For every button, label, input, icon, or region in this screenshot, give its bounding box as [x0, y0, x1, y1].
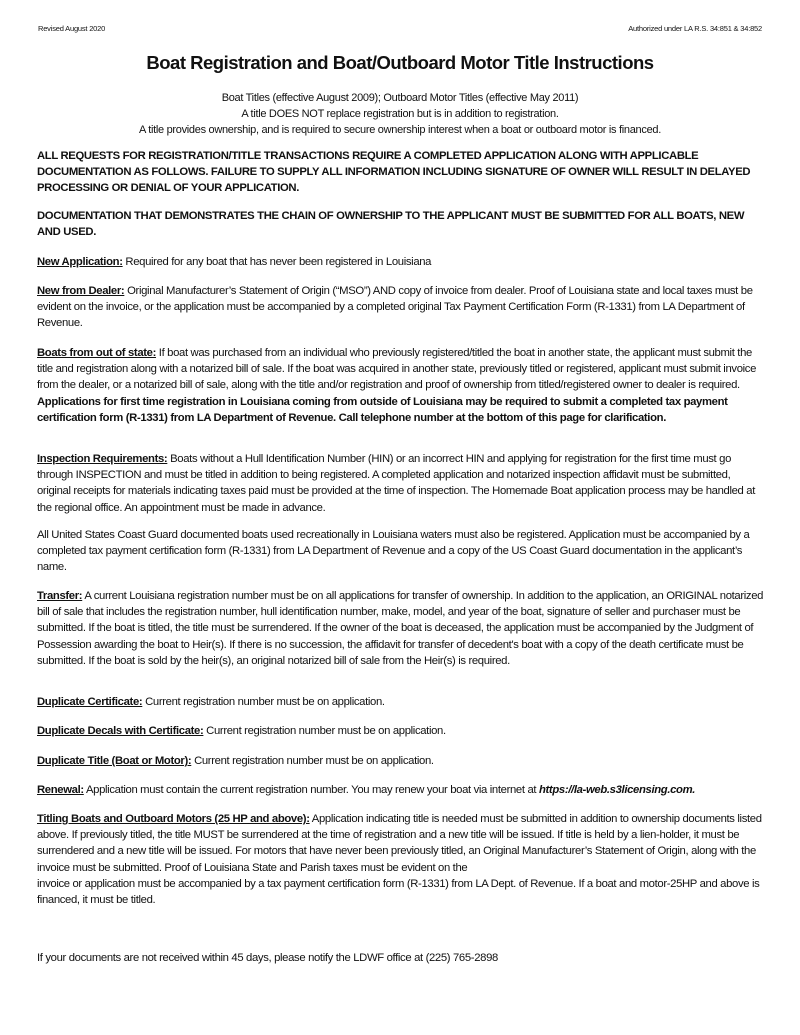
- section-duplicate-decals: [37, 723, 765, 739]
- notice-chain-of-ownership: DOCUMENTATION THAT DEMONSTRATES THE CHAIN OF OWNERSHIP TO THE APPLICANT MUST BE SUBMITTED FOR ALL BOATS, NEW AND USED.: [37, 210, 745, 239]
- page-title: Boat Registration and Boat/Outboard Motor Title Instructions: [146, 52, 654, 73]
- section-inspection: [37, 451, 765, 516]
- section-text-continued: invoice or application must be accompanied by a tax payment certification form (R-1331) from LA Dept. of Revenue. If a boat and motor-25HP and above is financed, it must be titled.: [37, 877, 760, 907]
- section-label: Titling Boats and Outboard Motors (25 HP and above):: [37, 813, 310, 825]
- section-text: Required for any boat that has never been registered in Louisiana: [122, 256, 432, 268]
- section-bold-text: Applications for first time registration in Louisiana coming from outside of Louisiana may be required to submit a completed tax payment certification form (R-1331) from LA Department of Revenue. Call telephone number at the bottom of this page for clarification.: [37, 395, 728, 424]
- section-text: Application must contain the current registration number. You may renew your boat via internet at: [83, 784, 539, 796]
- revised-date: Revised August 2020: [38, 24, 106, 33]
- section-coast-guard: All United States Coast Guard documented boats used recreationally in Louisiana waters must also be registered. Application must be accompanied by a completed tax payment certification form (R-1331) from LA Department of Revenue and a copy of the US Coast Guard documentation in the applicant’s name.: [37, 529, 750, 574]
- section-label: Transfer:: [37, 590, 83, 602]
- section-text: Original Manufacturer’s Statement of Origin (“MSO”) AND copy of invoice from dealer. Proof of Louisiana state and local taxes must be evident on the invoice, or the application must be accompanied by a completed original Tax Payment Certification Form (R-1331) from LA Department of Revenue.: [37, 285, 753, 330]
- subtitle-line: A title DOES NOT replace registration but is in addition to registration.: [241, 108, 559, 120]
- section-label: Duplicate Certificate:: [37, 696, 143, 708]
- section-out-of-state: [37, 345, 765, 426]
- section-new-application: [37, 254, 765, 270]
- section-text: Current registration number must be on application.: [203, 725, 446, 737]
- section-text: Current registration number must be on application.: [142, 696, 385, 708]
- section-text: Application indicating title is needed must be submitted in addition to ownership documents listed above. If previously titled, the title MUST be surrendered at the time of registration and a new title will be issued. If title is held by a lien-holder, it must be surrendered and a new title will be issued. For motors that have never been previously titled, an Original Manufacturer’s Statement of Origin, along with the invoice must be submitted. Proof of Louisiana State and Parish taxes must be evident on the: [37, 813, 762, 874]
- section-label: Inspection Requirements:: [37, 453, 168, 465]
- footer-notice: If your documents are not received within 45 days, please notify the LDWF office at (225) 765-2898: [37, 952, 498, 964]
- subtitle-line: A title provides ownership, and is required to secure ownership interest when a boat or outboard motor is financed.: [139, 124, 661, 136]
- section-titling: [37, 811, 765, 908]
- section-label: Boats from out of state:: [37, 347, 157, 359]
- section-text: If boat was purchased from an individual who previously registered/titled the boat in another state, the applicant must submit the title and registration along with a notarized bill of sale. If the boat was acquired in another state, previously titled or registered, applicant must submit invoice from the dealer, or a notarized bill of sale, along with the title and/or registration and proof of ownership from titled/registered owner to dealer is required.: [37, 347, 757, 392]
- section-label: Duplicate Title (Boat or Motor):: [37, 755, 192, 767]
- section-label: Renewal:: [37, 784, 84, 796]
- section-text: A current Louisiana registration number must be on all applications for transfer of ownership. In addition to the application, an ORIGINAL notarized bill of sale that includes the registration number, hull identification number, make, model, and year of the boat, signature of seller and purchaser must be submitted. If the boat is titled, the title must be surrendered. If the owner of the boat is deceased, the application must be accompanied by the Judgment of Possession awarding the boat to Heir(s). If there is no succession, the affidavit for transfer of decedent's boat with a copy of the death certificate must be submitted. If the boat is sold by the heir(s), an original notarized bill of sale from the Heir(s) is required.: [37, 590, 764, 667]
- section-renewal: [37, 782, 765, 798]
- section-label: Duplicate Decals with Certificate:: [37, 725, 204, 737]
- section-duplicate-title: [37, 753, 765, 769]
- section-new-from-dealer: [37, 283, 765, 332]
- section-text: Boats without a Hull Identification Number (HIN) or an incorrect HIN and applying for registration for the first time must go through INSPECTION and must be titled in addition to being registered. A completed application and notarized inspection affidavit must be submitted, original receipts for materials indicating taxes paid must be provided at the time of inspection. The Homemade Boat application process may be handled at the regional office. An appointment must be made in advance.: [37, 453, 755, 514]
- section-label: New Application:: [37, 256, 123, 268]
- authority-note: Authorized under LA R.S. 34:851 & 34:852: [628, 24, 762, 33]
- subtitle: [0, 90, 800, 138]
- section-text: Current registration number must be on application.: [191, 755, 434, 767]
- subtitle-line: Boat Titles (effective August 2009); Outboard Motor Titles (effective May 2011): [221, 92, 579, 104]
- section-transfer: [37, 588, 765, 669]
- renewal-url-link[interactable]: https://la-web.s3licensing.com.: [538, 784, 696, 796]
- section-label: New from Dealer:: [37, 285, 125, 297]
- notice-requirements: ALL REQUESTS FOR REGISTRATION/TITLE TRANSACTIONS REQUIRE A COMPLETED APPLICATION ALONG WITH APPLICABLE DOCUMENTATION AS FOLLOWS. FAILURE TO SUPPLY ALL INFORMATION INCLUDING SIGNATURE OF OWNER WILL RESULT IN DELAYED PROCESSING OR DENIAL OF YOUR APPLICATION.: [37, 150, 751, 195]
- section-duplicate-certificate: [37, 694, 765, 710]
